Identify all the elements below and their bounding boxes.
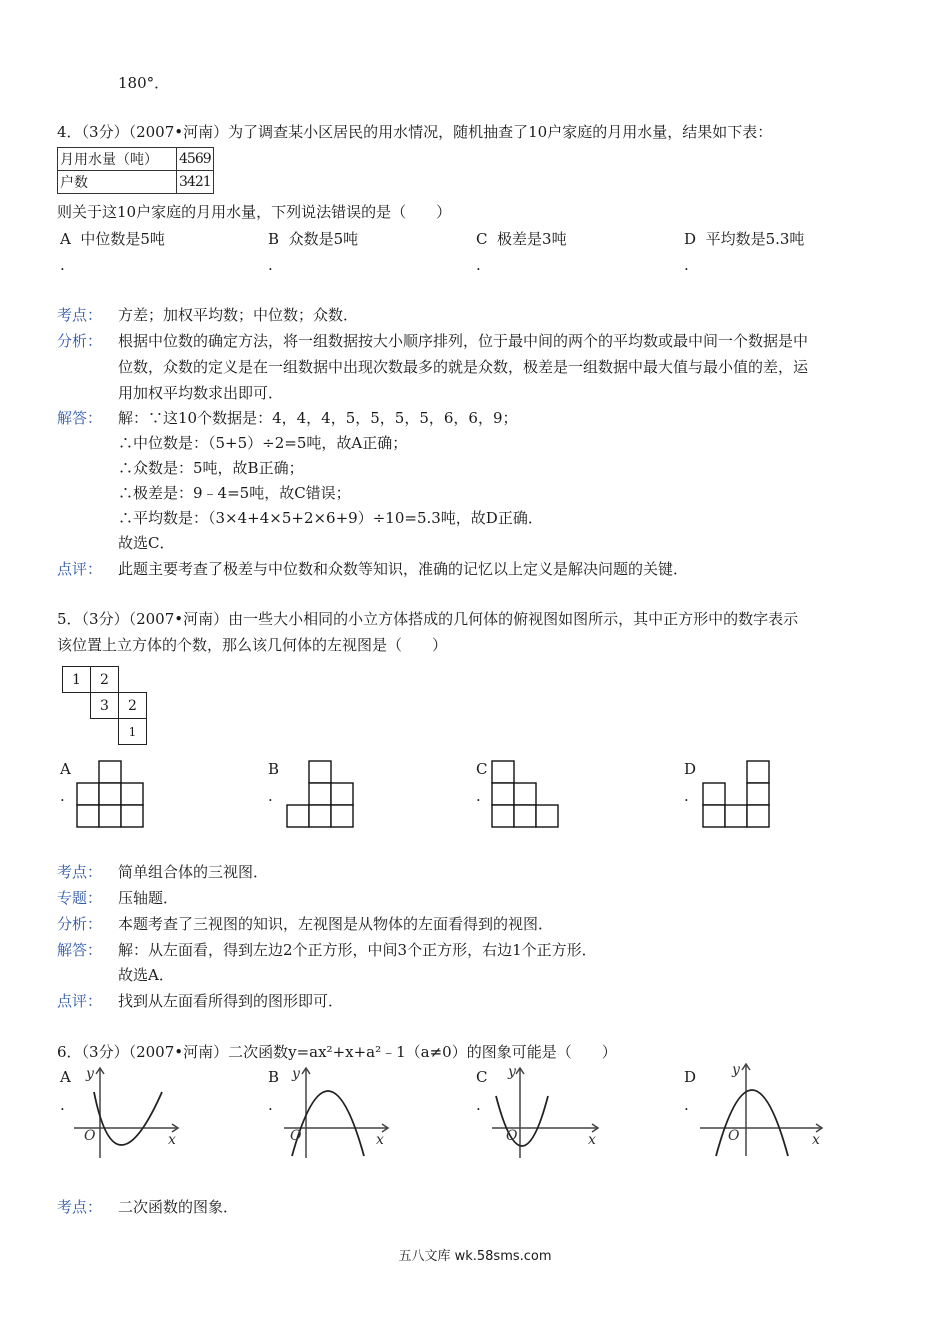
q4-kaodian-label: 考点： <box>57 306 103 324</box>
q5-kaodian: 简单组合体的三视图． <box>118 863 269 881</box>
y-label: y <box>86 1066 94 1082</box>
y-label: y <box>732 1062 740 1078</box>
q4-jieda-line: 故选C． <box>118 534 175 552</box>
q5-jieda-line: 解：从左面看，得到左边2个正方形，中间3个正方形，右边1个正方形． <box>118 941 597 959</box>
option-dot: . <box>476 1096 481 1114</box>
option-dot: . <box>60 1096 65 1114</box>
q4-jieda-line: ∴众数是：5吨，故B正确； <box>118 459 304 477</box>
option-dot: . <box>268 787 273 805</box>
origin-label: O <box>728 1128 740 1144</box>
q5-option-letter-b: B <box>268 760 280 778</box>
q4-question: 则关于这10户家庭的月用水量，下列说法错误的是（ ） <box>57 203 452 221</box>
option-letter: C <box>476 230 488 248</box>
q6-option-letter-c: C <box>476 1068 488 1086</box>
q4-water-table <box>57 147 214 194</box>
q4-option-c <box>476 228 567 249</box>
option-dot: . <box>60 787 65 805</box>
q4-jieda-line: ∴极差是：9﹣4=5吨，故C错误； <box>118 484 351 502</box>
q4-dianping: 此题主要考查了极差与中位数和众数等知识，准确的记忆以上定义是解决问题的关键． <box>118 560 689 578</box>
q6-option-letter-a: A <box>60 1068 71 1086</box>
q4-fenxi-label: 分析： <box>57 332 103 350</box>
q6-option-d-graph <box>696 1058 828 1158</box>
q5-stem-line: 5．（3分）（2007•河南）由一些大小相同的小立方体搭成的几何体的俯视图如图所示，其中正方形中的数字表示 <box>57 610 799 628</box>
option-dot: . <box>476 787 481 805</box>
q4-kaodian: 方差；加权平均数；中位数；众数． <box>118 306 359 324</box>
x-label: x <box>168 1132 176 1148</box>
x-label: x <box>588 1132 596 1148</box>
q5-jieda-label: 解答： <box>57 941 103 959</box>
q4-dianping-label: 点评： <box>57 560 103 578</box>
q5-fenxi: 本题考查了三视图的知识，左视图是从物体的左面看得到的视图． <box>118 915 554 933</box>
parabola <box>292 1091 364 1156</box>
q4-fenxi-line: 用加权平均数求出即可． <box>118 384 284 402</box>
origin-label: O <box>84 1128 96 1144</box>
q6-option-a-graph <box>70 1060 190 1160</box>
q6-kaodian: 二次函数的图象． <box>118 1198 239 1216</box>
q5-jieda-line: 故选A． <box>118 966 174 984</box>
option-dot: . <box>684 787 689 805</box>
q4-fenxi-line: 根据中位数的确定方法，将一组数据按大小顺序排列，位于最中间的两个的平均数或最中间一个数据是中 <box>118 332 809 350</box>
q5-dianping: 找到从左面看所得到的图形即可． <box>118 992 344 1010</box>
page-footer: 五八文库 wk.58sms.com <box>398 1249 552 1264</box>
option-dot: . <box>268 1096 273 1114</box>
top-view-cell: 1 <box>118 718 147 745</box>
previous-answer-fragment: 180°． <box>118 74 170 92</box>
option-letter: D <box>684 230 697 248</box>
q5-dianping-label: 点评： <box>57 992 103 1010</box>
x-label: x <box>376 1132 384 1148</box>
q5-zhuanti: 压轴题． <box>118 889 179 907</box>
q6-stem: 6．（3分）（2007•河南）二次函数y=ax²+x+a²﹣1（a≠0）的图象可能是（ ） <box>57 1043 617 1061</box>
q5-option-letter-d: D <box>684 760 697 778</box>
top-view-cell: 3 <box>90 692 119 719</box>
q4-option-d <box>684 228 804 249</box>
option-dot: . <box>684 1096 689 1114</box>
option-text: 平均数是5.3吨 <box>705 230 805 248</box>
option-dot: . <box>476 256 481 274</box>
q6-kaodian-label: 考点： <box>57 1198 103 1216</box>
q5-option-c-figure <box>491 760 561 828</box>
q4-option-a <box>60 228 165 249</box>
q5-option-letter-c: C <box>476 760 488 778</box>
option-dot: . <box>60 256 65 274</box>
q5-stem-line: 该位置上立方体的个数，那么该几何体的左视图是（ ） <box>57 636 448 654</box>
q5-option-d-figure <box>702 760 772 828</box>
top-view-cell: 1 <box>62 666 91 693</box>
table-cell: 4569 <box>177 148 214 171</box>
x-label: x <box>812 1132 820 1148</box>
top-view-cell: 2 <box>118 692 147 719</box>
origin-label: O <box>290 1128 302 1144</box>
top-view-cell: 2 <box>90 666 119 693</box>
q4-fenxi-line: 位数，众数的定义是在一组数据中出现次数最多的就是众数，极差是一组数据中最大值与最小值的差，运 <box>118 358 809 376</box>
parabola <box>716 1090 788 1156</box>
q6-option-letter-b: B <box>268 1068 280 1086</box>
q4-jieda-line: 解：∵这10个数据是：4，4，4，5，5，5，5，6，6，9； <box>118 409 518 427</box>
origin-label: O <box>506 1128 518 1144</box>
table-cell: 3421 <box>177 171 214 194</box>
option-text: 极差是3吨 <box>497 230 567 248</box>
option-letter: B <box>268 230 280 248</box>
q5-kaodian-label: 考点： <box>57 863 103 881</box>
table-cell: 月用水量（吨） <box>58 148 177 171</box>
option-dot: . <box>268 256 273 274</box>
q5-option-letter-a: A <box>60 760 71 778</box>
q6-option-b-graph <box>280 1060 400 1160</box>
option-text: 中位数是5吨 <box>80 230 165 248</box>
y-label: y <box>508 1064 516 1080</box>
parabola <box>496 1096 548 1146</box>
q6-option-c-graph <box>488 1060 608 1160</box>
parabola <box>94 1092 162 1145</box>
q4-stem: 4．（3分）（2007•河南）为了调查某小区居民的用水情况，随机抽查了10户家庭的月用水量，结果如下表： <box>57 123 773 141</box>
q5-fenxi-label: 分析： <box>57 915 103 933</box>
y-label: y <box>292 1066 300 1082</box>
q5-zhuanti-label: 专题： <box>57 889 103 907</box>
option-dot: . <box>684 256 689 274</box>
q6-option-letter-d: D <box>684 1068 697 1086</box>
table-cell: 户数 <box>58 171 177 194</box>
q4-jieda-line: ∴中位数是：（5+5）÷2=5吨，故A正确； <box>118 434 408 452</box>
option-text: 众数是5吨 <box>288 230 359 248</box>
q5-option-a-figure <box>76 760 146 828</box>
option-letter: A <box>60 230 71 248</box>
q4-jieda-line: ∴平均数是：（3×4+4×5+2×6+9）÷10=5.3吨，故D正确． <box>118 509 543 527</box>
q5-option-b-figure <box>286 760 356 828</box>
q4-jieda-label: 解答： <box>57 409 103 427</box>
q4-option-b <box>268 228 358 249</box>
